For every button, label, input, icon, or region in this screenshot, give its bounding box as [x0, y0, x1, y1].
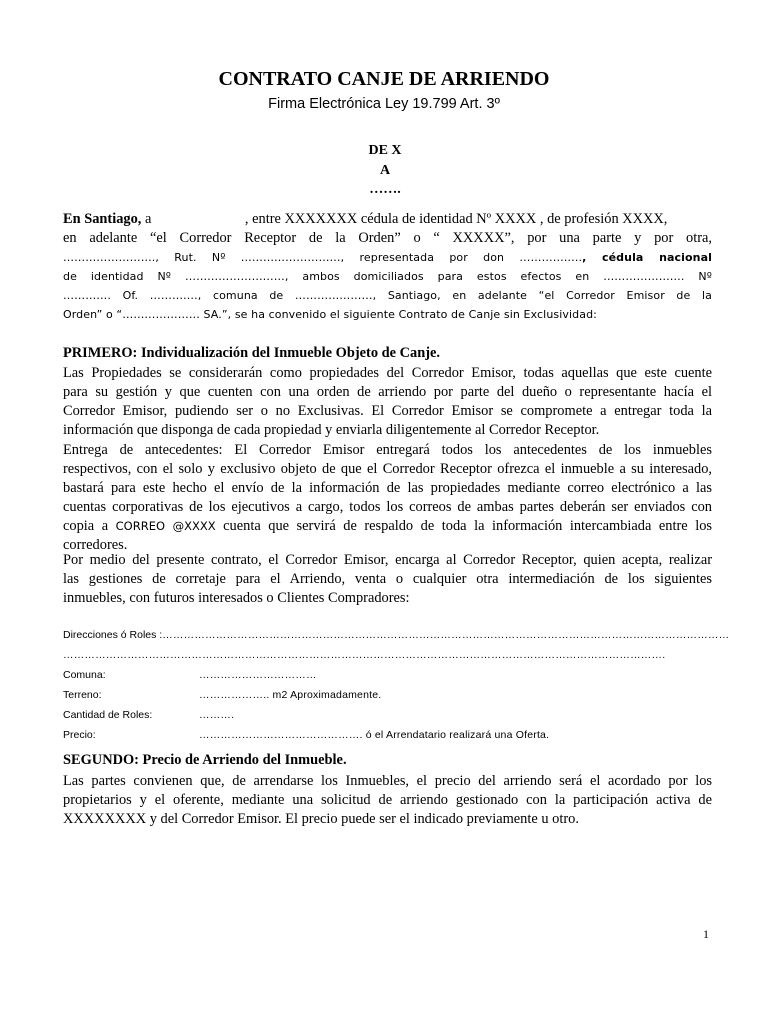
paragraph-line: bastará para este hecho el envío de la información de las propiedades mediante correo electrónico a las [63, 480, 712, 496]
intro-line-text: a , entre XXXXXXX cédula de identidad Nº XXXX , de profesión XXXX, [141, 211, 668, 227]
paragraph-line: Por medio del presente contrato, el Corredor Emisor, encarga al Corredor Receptor, quien acepta, realizar [63, 552, 712, 568]
terreno-value: ……………….. m2 Aproximadamente. [199, 689, 382, 701]
document-title: CONTRATO CANJE DE ARRIENDO [218, 68, 550, 90]
primero-paragraph-1 [63, 364, 712, 440]
intro-line [63, 248, 712, 267]
intro-paragraph [63, 210, 712, 324]
intro-line: …………. Of. …………., comuna de …………………, Santiago, en adelante “el Corredor Emisor de la [63, 289, 712, 302]
direcciones-label: Direcciones ó Roles : [63, 629, 163, 641]
segundo-paragraph [63, 772, 712, 829]
page-number: 1 [703, 927, 709, 941]
roles-label: Cantidad de Roles: [63, 709, 153, 721]
primero-paragraph-2 [63, 441, 712, 555]
paragraph-line: Las Propiedades se considerarán como propiedades del Corredor Emisor, todas aquellas que este cuente [63, 365, 712, 381]
terreno-label: Terreno: [63, 689, 102, 701]
intro-line-text: , cédula nacional [582, 251, 712, 264]
precio-value: ………………………………………. ó el Arrendatario realizará una Oferta. [199, 729, 550, 741]
paragraph-line: Corredor Emisor, pudiendo ser o no Exclusivas. El Corredor Emisor se compromete a entregar toda la [63, 403, 712, 419]
paragraph-line [63, 517, 712, 536]
paragraph-line: cuentas corporativas de los ejecutivos a cargo, todos los correos de ambas partes deberán ser enviados con [63, 499, 712, 515]
paragraph-line: corredores. [63, 537, 128, 553]
email-placeholder: CORREO @XXXX [115, 519, 216, 533]
paragraph-line: inmuebles, con futuros interesados o Clientes Compradores: [63, 590, 410, 606]
intro-line-text: ……………………., Rut. Nº ………………………, representada por don …………….. [63, 251, 583, 264]
terreno-row [63, 688, 713, 702]
parties-de: DE X [368, 143, 402, 158]
continuation-row [63, 648, 713, 662]
precio-row [63, 728, 713, 742]
parties-a: A [379, 163, 391, 178]
intro-line: de identidad Nº ………………………, ambos domiciliados para estos efectos en …………………. Nº [63, 270, 712, 283]
comuna-row [63, 668, 713, 682]
paragraph-line: XXXXXXXX y del Corredor Emisor. El precio puede ser el indicado previamente u otro. [63, 811, 579, 827]
roles-row [63, 708, 713, 722]
direcciones-value: …………………………………………………………………………………………………………………………………………… [162, 629, 730, 641]
paragraph-text: cuenta que servirá de respaldo de toda la información intercambiada entre los [215, 518, 712, 534]
paragraph-line: respectivos, con el solo y exclusivo objeto de que el Corredor Receptor ofrezca el inmueble a su interesado, [63, 461, 712, 477]
comuna-value: …………………………… [199, 669, 317, 681]
comuna-label: Comuna: [63, 669, 106, 681]
primero-paragraph-3 [63, 551, 712, 608]
paragraph-text: copia a [63, 518, 116, 534]
continuation-dots: ……………………………………………………………………………………………………………………………………………………. [63, 649, 666, 661]
precio-label: Precio: [63, 729, 96, 741]
document-subtitle: Firma Electrónica Ley 19.799 Art. 3º [268, 96, 500, 112]
paragraph-line: Las partes convienen que, de arrendarse los Inmuebles, el precio del arriendo será el acordado por los [63, 773, 712, 789]
paragraph-line: información que disponga de cada propiedad y enviarla diligentemente al Corredor Receptor. [63, 422, 600, 438]
direcciones-row [63, 628, 730, 642]
section-heading-segundo: SEGUNDO: Precio de Arriendo del Inmueble. [63, 752, 347, 768]
paragraph-line: Entrega de antecedentes: El Corredor Emisor entregará todos los antecedentes de los inmuebles [63, 442, 712, 458]
section-heading-primero: PRIMERO: Individualización del Inmueble Objeto de Canje. [63, 345, 440, 361]
roles-value: ………. [199, 709, 235, 721]
paragraph-line: para su gestión y que cuenten con una orden de arriendo por parte del dueño o representante hacía el [63, 384, 712, 400]
paragraph-line: las gestiones de corretaje para el Arriendo, venta o cualquier otra intermediación de los siguientes [63, 571, 712, 587]
intro-line: en adelante “el Corredor Receptor de la Orden” o “ XXXXX”, por una parte y por otra, [63, 230, 712, 246]
intro-place: En Santiago, [63, 211, 142, 227]
paragraph-line: propietarios y el oferente, mediante una solicitud de arriendo gestionado con la participación activa de [63, 792, 712, 808]
parties-dots: ……. [369, 182, 401, 197]
intro-line: Orden” o “………………… SA.”, se ha convenido el siguiente Contrato de Canje sin Exclusividad: [63, 308, 597, 321]
intro-line [63, 210, 712, 229]
